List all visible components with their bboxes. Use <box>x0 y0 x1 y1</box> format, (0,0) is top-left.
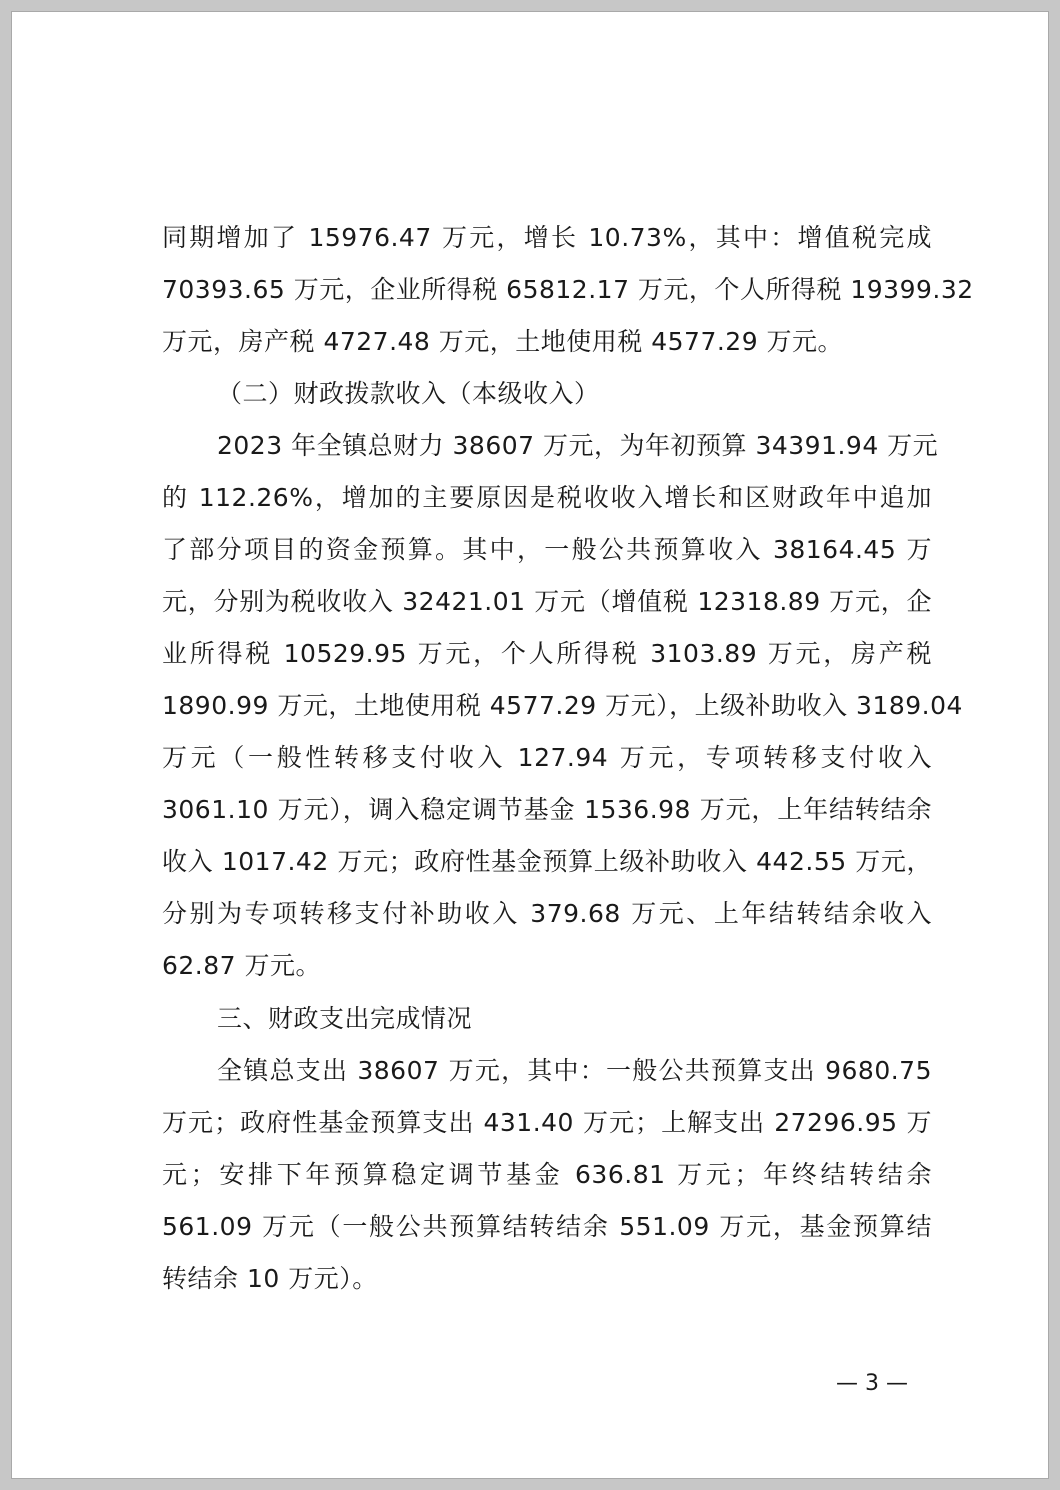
paragraph-line: 分别为专项转移支付补助收入 379.68 万元、上年结转结余收入 <box>162 899 932 928</box>
paragraph-line: 3061.10 万元），调入稳定调节基金 1536.98 万元，上年结转结余 <box>162 795 932 824</box>
paragraph-line: 1890.99 万元，土地使用税 4577.29 万元），上级补助收入 3189.04 <box>162 691 963 720</box>
paragraph-line: 70393.65 万元，企业所得税 65812.17 万元，个人所得税 19399.32 <box>162 275 974 304</box>
paragraph-line: 全镇总支出 38607 万元，其中：一般公共预算支出 9680.75 <box>217 1056 932 1085</box>
paragraph-line: 业所得税 10529.95 万元，个人所得税 3103.89 万元，房产税 <box>162 639 932 668</box>
paragraph-line: 万元，房产税 4727.48 万元，土地使用税 4577.29 万元。 <box>162 327 844 356</box>
document-page <box>11 11 1049 1479</box>
paragraph-line: 转结余 10 万元）。 <box>162 1264 378 1293</box>
paragraph-line: 了部分项目的资金预算。其中，一般公共预算收入 38164.45 万 <box>162 535 932 564</box>
paragraph-line: 2023 年全镇总财力 38607 万元，为年初预算 34391.94 万元 <box>217 431 939 460</box>
paragraph-line: 万元；政府性基金预算支出 431.40 万元；上解支出 27296.95 万 <box>162 1108 932 1137</box>
paragraph-line: 561.09 万元（一般公共预算结转结余 551.09 万元，基金预算结 <box>162 1212 932 1241</box>
paragraph-line: 收入 1017.42 万元；政府性基金预算上级补助收入 442.55 万元， <box>162 847 932 876</box>
section-heading: （二）财政拨款收入（本级收入） <box>217 379 600 408</box>
paragraph-line: 万元（一般性转移支付收入 127.94 万元，专项转移支付收入 <box>162 743 932 772</box>
paragraph-line: 的 112.26%，增加的主要原因是税收收入增长和区财政年中追加 <box>162 483 932 512</box>
paragraph-line: 元；安排下年预算稳定调节基金 636.81 万元；年终结转结余 <box>162 1160 932 1189</box>
paragraph-line: 62.87 万元。 <box>162 951 322 980</box>
section-heading: 三、财政支出完成情况 <box>217 1004 473 1033</box>
page-number: — 3 — <box>836 1371 908 1396</box>
paragraph-line: 元，分别为税收收入 32421.01 万元（增值税 12318.89 万元，企 <box>162 587 932 616</box>
paragraph-line: 同期增加了 15976.47 万元，增长 10.73%，其中：增值税完成 <box>162 223 932 252</box>
